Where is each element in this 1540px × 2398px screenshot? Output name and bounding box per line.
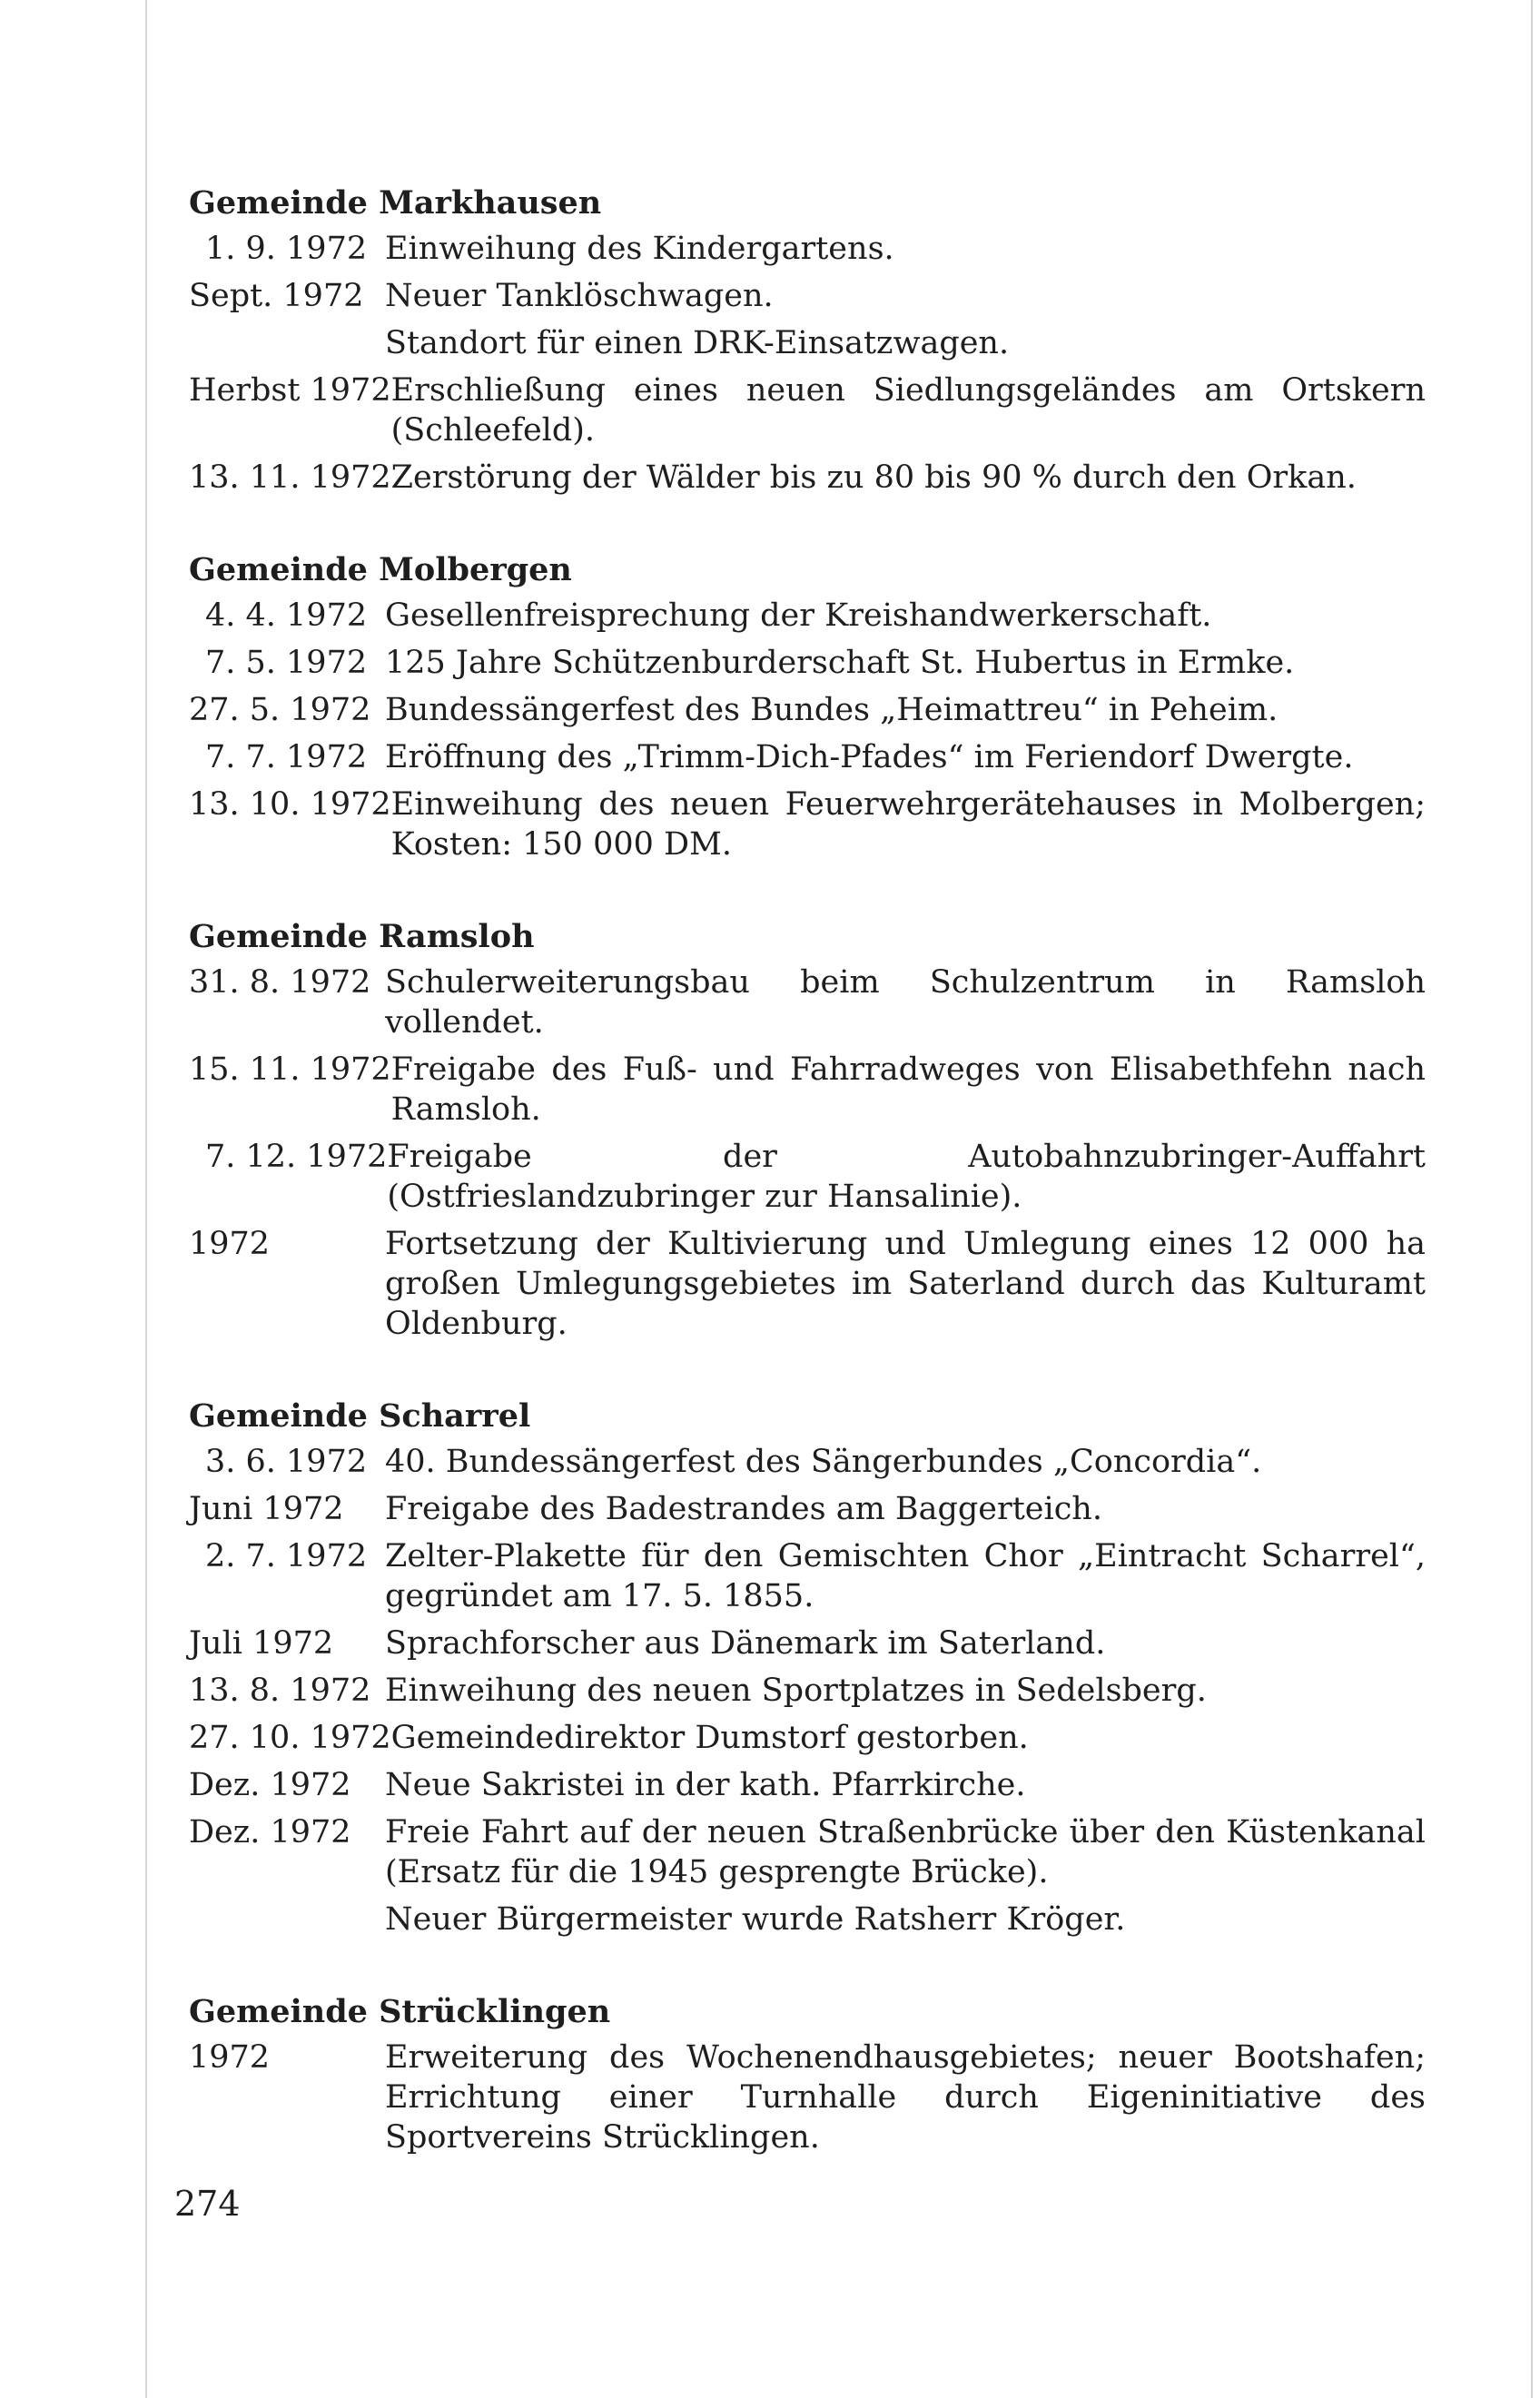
entry-date: 3. 6. 1972 <box>205 1444 368 1480</box>
entry-text: Zerstörung der Wälder bis zu 80 bis 90 % durch den Orkan. <box>390 459 1357 496</box>
chronicle-entry <box>180 643 1426 683</box>
entry-text: Fortsetzung der Kultivierung und Umlegung eines 12 000 ha großen Umlegungsgebietes im Saterland durch das Kulturamt Oldenburg. <box>385 1226 1426 1342</box>
chronicle-entry <box>180 1442 1426 1482</box>
section-struecklingen <box>180 1987 1426 2157</box>
chronicle-entry <box>180 1224 1426 1344</box>
document-page <box>180 178 1426 2205</box>
entry-text: Einweihung des Kindergartens. <box>385 231 894 267</box>
chronicle-entry <box>180 323 1426 363</box>
entry-text: Neue Sakristei in der kath. Pfarrkirche. <box>385 1767 1026 1803</box>
entry-date: 13. 11. 1972 <box>189 459 391 496</box>
entry-date: 31. 8. 1972 <box>189 964 371 1001</box>
entry-date: 2. 7. 1972 <box>205 1538 368 1574</box>
entry-date: 15. 11. 1972 <box>189 1051 391 1088</box>
entry-text: Erschließung eines neuen Siedlungsgeländes am Ortskern (Schleefeld). <box>390 372 1426 449</box>
chronicle-entry <box>180 370 1426 450</box>
chronicle-entry <box>180 690 1426 730</box>
entry-text: Einweihung des neuen Feuerwehrgerätehauses in Molbergen; Kosten: 150 000 DM. <box>390 786 1426 863</box>
page-number: 274 <box>174 2184 241 2224</box>
section-title: Gemeinde Markhausen <box>189 184 602 222</box>
page-edge-right <box>1531 0 1533 2398</box>
entry-date: Dez. 1972 <box>189 1767 351 1803</box>
chronicle-entry <box>180 1050 1426 1130</box>
entry-text: 125 Jahre Schützenburderschaft St. Hubertus in Ermke. <box>385 645 1295 681</box>
entry-date: 1972 <box>189 1226 271 1262</box>
entry-date <box>180 323 385 363</box>
chronicle-entry <box>180 737 1426 777</box>
entry-date <box>180 1900 385 1939</box>
entry-text: Neuer Bürgermeister wurde Ratsherr Kröger. <box>385 1901 1126 1938</box>
entry-text: Bundessängerfest des Bundes „Heimattreu“ in Peheim. <box>385 692 1278 728</box>
entry-date: Juli 1972 <box>189 1625 334 1662</box>
chronicle-entry <box>180 1536 1426 1616</box>
chronicle-entry <box>180 785 1426 864</box>
chronicle-entry <box>180 1489 1426 1529</box>
entry-text: 40. Bundessängerfest des Sängerbundes „Concordia“. <box>385 1444 1262 1480</box>
entry-text: Neuer Tanklöschwagen. <box>385 278 774 314</box>
entry-date: 4. 4. 1972 <box>205 597 368 634</box>
entry-text: Schulerweiterungsbau beim Schulzentrum in Ramsloh vollendet. <box>385 964 1426 1041</box>
section-molbergen <box>180 545 1426 864</box>
entry-text: Freie Fahrt auf der neuen Straßenbrücke über den Küstenkanal (Ersatz für die 1945 gesprengte Brücke). <box>385 1814 1426 1890</box>
chronicle-entry <box>180 1765 1426 1805</box>
section-title: Gemeinde Strücklingen <box>189 1993 611 2030</box>
entry-text: Freigabe des Fuß- und Fahrradweges von Elisabethfehn nach Ramsloh. <box>390 1051 1426 1128</box>
chronicle-entry <box>180 1137 1426 1217</box>
chronicle-entry <box>180 229 1426 269</box>
entry-text: Sprachforscher aus Dänemark im Saterland. <box>385 1625 1106 1662</box>
section-markhausen <box>180 178 1426 498</box>
chronicle-entry <box>180 458 1426 498</box>
entry-date: 13. 10. 1972 <box>189 786 391 823</box>
entry-date: 27. 10. 1972 <box>189 1720 391 1756</box>
chronicle-entry <box>180 1671 1426 1711</box>
entry-date: 7. 7. 1972 <box>205 739 368 775</box>
chronicle-entry <box>180 1623 1426 1663</box>
entry-date: Sept. 1972 <box>189 278 364 314</box>
entry-date: 1. 9. 1972 <box>205 231 368 267</box>
entry-date: 7. 12. 1972 <box>205 1139 388 1175</box>
section-ramsloh <box>180 912 1426 1344</box>
entry-text: Eröffnung des „Trimm-Dich-Pfades“ im Feriendorf Dwergte. <box>385 739 1354 775</box>
entry-text: Zelter-Plakette für den Gemischten Chor „Eintracht Scharrel“, gegründet am 17. 5. 1855. <box>385 1538 1426 1614</box>
entry-text: Freigabe der Autobahnzubringer-Auffahrt (Ostfrieslandzubringer zur Hansalinie). <box>387 1139 1426 1215</box>
entry-text: Erweiterung des Wochenendhausgebietes; neuer Bootshafen; Errichtung einer Turnhalle durch Eigeninitiative des Sportvereins Strücklingen. <box>385 2039 1426 2156</box>
entry-text: Standort für einen DRK-Einsatzwagen. <box>385 325 1010 361</box>
section-title: Gemeinde Molbergen <box>189 551 572 588</box>
entry-date: 27. 5. 1972 <box>189 692 371 728</box>
entry-date: 1972 <box>189 2039 271 2076</box>
section-scharrel <box>180 1391 1426 1939</box>
chronicle-entry <box>180 1900 1426 1939</box>
entry-text: Gesellenfreisprechung der Kreishandwerkerschaft. <box>385 597 1212 634</box>
page-edge-left <box>145 0 147 2398</box>
entry-date: 7. 5. 1972 <box>205 645 368 681</box>
section-title: Gemeinde Scharrel <box>189 1397 531 1435</box>
chronicle-entry <box>180 276 1426 316</box>
section-title: Gemeinde Ramsloh <box>189 918 535 955</box>
chronicle-entry <box>180 2038 1426 2157</box>
chronicle-entry <box>180 1812 1426 1892</box>
entry-date: Herbst 1972 <box>189 372 391 409</box>
entry-date: Dez. 1972 <box>189 1814 351 1850</box>
chronicle-entry <box>180 1718 1426 1758</box>
entry-date: 13. 8. 1972 <box>189 1673 371 1709</box>
entry-text: Gemeindedirektor Dumstorf gestorben. <box>390 1720 1029 1756</box>
chronicle-entry <box>180 962 1426 1042</box>
chronicle-entry <box>180 596 1426 636</box>
entry-text: Einweihung des neuen Sportplatzes in Sedelsberg. <box>385 1673 1207 1709</box>
entry-date: Juni 1972 <box>189 1491 344 1527</box>
entry-text: Freigabe des Badestrandes am Baggerteich. <box>385 1491 1102 1527</box>
